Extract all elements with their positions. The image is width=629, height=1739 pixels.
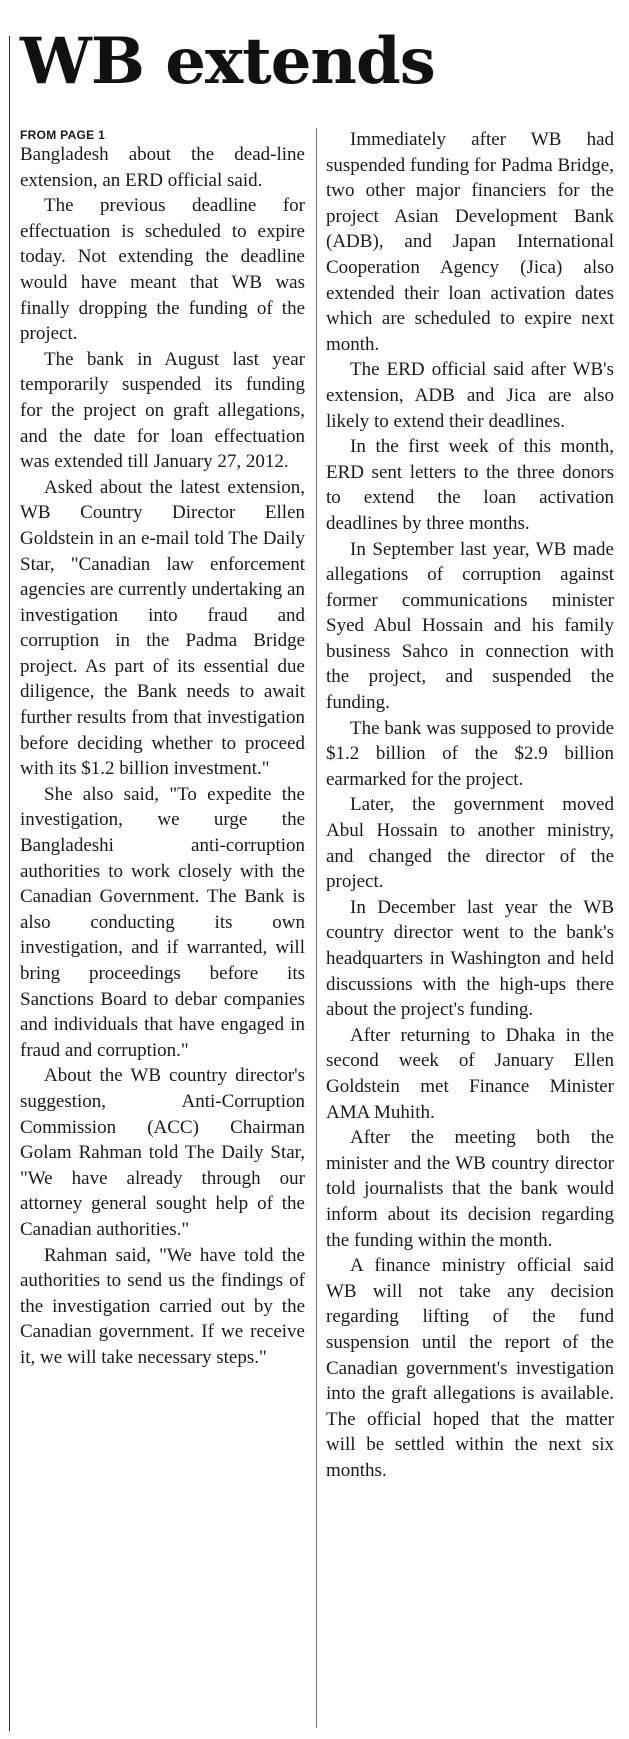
article-paragraph: In December last year the WB country director went to the bank's headquarters in Washington and held discussions with the high-ups there about the project's funding.	[326, 896, 614, 1021]
article-paragraph: In the first week of this month, ERD sent letters to the three donors to extend the loan activation deadlines by three months.	[326, 436, 614, 534]
article-paragraph: The ERD official said after WB's extension, ADB and Jica are also likely to extend their deadlines.	[326, 359, 614, 432]
article-paragraph: Asked about the latest extension, WB Country Director Ellen Goldstein in an e-mail told The Daily Star, "Canadian law enforcement agencies are currently undertaking an investigation into fraud and corruption in the Padma Bridge project. As part of its essential due diligence, the Bank needs to await further results from that investigation before deciding whether to proceed with its $1.2 billion investment."	[20, 476, 305, 780]
article-paragraph: After returning to Dhaka in the second week of January Ellen Goldstein met Finance Minister AMA Muhith.	[326, 1024, 614, 1123]
article-paragraph: The bank was supposed to provide $1.2 billion of the $2.9 billion earmarked for the project.	[326, 717, 614, 790]
article-paragraph: The previous deadline for effectuation is scheduled to expire today. Not extending the deadline would have meant that WB was finally dropping the funding of the project.	[20, 195, 305, 345]
article-paragraph: About the WB country director's suggestion, Anti-Corruption Commission (ACC) Chairman Golam Rahman told The Daily Star, "We have already through our attorney general sought help of the Canadian authorities."	[20, 1065, 305, 1240]
article-paragraph: Immediately after WB had suspended funding for Padma Bridge, two other major financiers for the project Asian Development Bank (ADB), and Japan International Cooperation Agency (Jica) also extended their loan activation dates which are scheduled to expire next month.	[326, 129, 614, 355]
left-column	[20, 128, 305, 1371]
headline: WB extends	[20, 24, 435, 99]
article-paragraph: In September last year, WB made allegations of corruption against former communications minister Syed Abul Hossain and his family business Sahco in connection with the project, and suspended the funding.	[326, 538, 614, 714]
article-paragraph: Bangladesh about the dead-line extension, an ERD official said.	[20, 144, 305, 191]
article-paragraph: Later, the government moved Abul Hossain to another ministry, and changed the director of the project.	[326, 794, 614, 893]
article-paragraph: She also said, "To expedite the investigation, we urge the Bangladeshi anti-corruption authorities to work closely with the Canadian Government. The Bank is also conducting its own investigation, and if warranted, will bring proceedings before its Sanctions Board to debar companies and individuals that have engaged in fraud and corruption."	[20, 783, 305, 1061]
article-paragraph: The bank in August last year temporarily suspended its funding for the project on graft allegations, and the date for loan effectuation was extended till January 27, 2012.	[20, 348, 305, 473]
kicker-from-page-1: FROM PAGE 1	[20, 128, 106, 142]
article-paragraph: A finance ministry official said WB will not take any decision regarding lifting of the fund suspension until the report of the Canadian government's investigation into the graft allegations is available. The official hoped that the matter will be settled within the next six months.	[326, 1255, 614, 1481]
column-divider	[316, 128, 317, 1728]
article-paragraph: After the meeting both the minister and the WB country director told journalists that the bank would inform about its decision regarding the funding within the month.	[326, 1127, 614, 1251]
left-border-rule	[9, 36, 10, 1731]
article-paragraph: Rahman said, "We have told the authorities to send us the findings of the investigation carried out by the Canadian government. If we receive it, we will take necessary steps."	[20, 1244, 305, 1368]
right-column	[326, 127, 614, 1483]
